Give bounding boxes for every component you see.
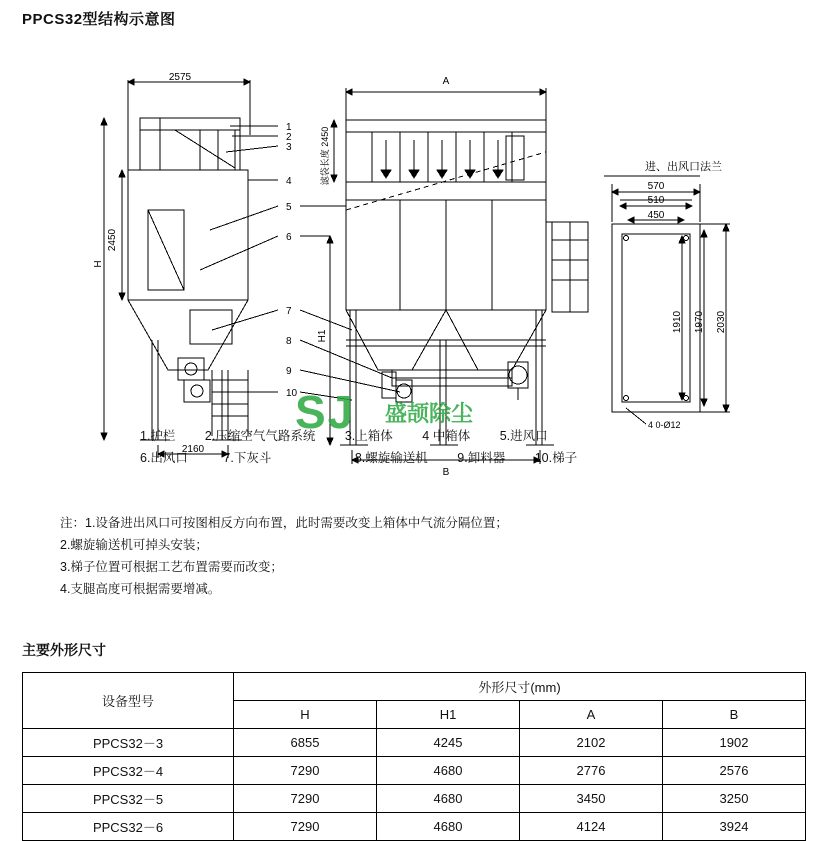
dim-570: 570 bbox=[647, 181, 665, 192]
legend-item-6: 6.出风口 bbox=[140, 451, 188, 465]
page-title: PPCS32型结构示意图 bbox=[22, 11, 176, 28]
cell-h: 7290 bbox=[234, 757, 377, 785]
cell-model: PPCS32－5 bbox=[23, 785, 234, 813]
table-header-row-1 bbox=[23, 673, 806, 701]
callout-9: 9 bbox=[286, 366, 292, 377]
watermark-logo: SJ bbox=[295, 386, 356, 438]
legend-item-9: 9.卸料器 bbox=[457, 451, 506, 465]
cell-b: 3250 bbox=[663, 785, 806, 813]
dim-a: A bbox=[442, 76, 450, 87]
legend-item-1: 1.护栏 bbox=[140, 429, 176, 443]
note-3: 3.梯子位置可根据工艺布置需要而改变； bbox=[60, 560, 283, 574]
dim-2450: 2450 bbox=[107, 228, 118, 252]
callout-8: 8 bbox=[286, 336, 292, 347]
dim-h: H bbox=[93, 260, 104, 268]
dim-h1: H1 bbox=[317, 329, 328, 343]
cell-a: 3450 bbox=[520, 785, 663, 813]
section-title: 主要外形尺寸 bbox=[22, 642, 106, 658]
legend bbox=[140, 425, 760, 469]
cell-b: 3924 bbox=[663, 813, 806, 841]
cell-a: 4124 bbox=[520, 813, 663, 841]
callout-7: 7 bbox=[286, 306, 292, 317]
callout-10: 10 bbox=[286, 388, 298, 399]
legend-item-8: 8.螺旋输送机 bbox=[354, 451, 428, 465]
cell-model: PPCS32－3 bbox=[23, 729, 234, 757]
dim-450: 450 bbox=[647, 210, 665, 221]
callout-2: 2 bbox=[286, 132, 292, 143]
callout-1: 1 bbox=[286, 122, 292, 133]
legend-item-7: 7.下灰斗 bbox=[223, 451, 272, 465]
dim-2575: 2575 bbox=[168, 72, 192, 83]
header-h1: H1 bbox=[377, 701, 520, 729]
legend-item-2: 2.压缩空气气路系统 bbox=[204, 429, 316, 443]
header-b: B bbox=[663, 701, 806, 729]
header-h: H bbox=[234, 701, 377, 729]
dim-1970: 1970 bbox=[694, 310, 705, 334]
legend-row-1 bbox=[140, 425, 760, 447]
callout-3: 3 bbox=[286, 142, 292, 153]
dim-holes: 4 0-Ø12 bbox=[648, 420, 681, 430]
dim-1910: 1910 bbox=[672, 310, 683, 334]
legend-item-4: 4 中箱体 bbox=[422, 429, 471, 443]
cell-a: 2102 bbox=[520, 729, 663, 757]
table-row bbox=[23, 757, 806, 785]
cell-h1: 4245 bbox=[377, 729, 520, 757]
header-group: 外形尺寸(mm) bbox=[234, 673, 806, 701]
notes bbox=[60, 512, 780, 600]
cell-model: PPCS32－4 bbox=[23, 757, 234, 785]
cell-h1: 4680 bbox=[377, 813, 520, 841]
cell-model: PPCS32－6 bbox=[23, 813, 234, 841]
cell-h: 7290 bbox=[234, 813, 377, 841]
header-model: 设备型号 bbox=[23, 673, 234, 729]
legend-item-10: 10.梯子 bbox=[534, 451, 578, 465]
legend-item-5: 5.进风口 bbox=[499, 429, 548, 443]
callout-5: 5 bbox=[286, 202, 292, 213]
legend-item-3: 3.上箱体 bbox=[344, 429, 393, 443]
dim-2160: 2160 bbox=[181, 444, 205, 455]
table-row bbox=[23, 785, 806, 813]
cell-b: 1902 bbox=[663, 729, 806, 757]
dim-2030: 2030 bbox=[716, 310, 727, 334]
table-row bbox=[23, 813, 806, 841]
cell-h: 6855 bbox=[234, 729, 377, 757]
note-4: 4.支腿高度可根据需要增减。 bbox=[60, 582, 221, 596]
legend-row-2 bbox=[140, 447, 760, 469]
cell-h1: 4680 bbox=[377, 785, 520, 813]
cell-b: 2576 bbox=[663, 757, 806, 785]
callout-6: 6 bbox=[286, 232, 292, 243]
table-row bbox=[23, 729, 806, 757]
cell-h1: 4680 bbox=[377, 757, 520, 785]
note-2: 2.螺旋输送机可掉头安装； bbox=[60, 538, 208, 552]
header-a: A bbox=[520, 701, 663, 729]
flange-caption: 进、出风口法兰 bbox=[645, 161, 722, 173]
dim-510: 510 bbox=[647, 195, 665, 206]
dim-filter-height: 滤袋长度 2450 bbox=[320, 126, 330, 186]
cell-a: 2776 bbox=[520, 757, 663, 785]
cell-h: 7290 bbox=[234, 785, 377, 813]
callout-4: 4 bbox=[286, 176, 292, 187]
dimensions-table bbox=[22, 672, 806, 841]
watermark-text: 盛颉除尘 bbox=[385, 401, 474, 426]
dim-b: B bbox=[442, 467, 450, 478]
note-1: 注：1.设备进出风口可按图相反方向布置，此时需要改变上箱体中气流分隔位置； bbox=[60, 516, 508, 530]
